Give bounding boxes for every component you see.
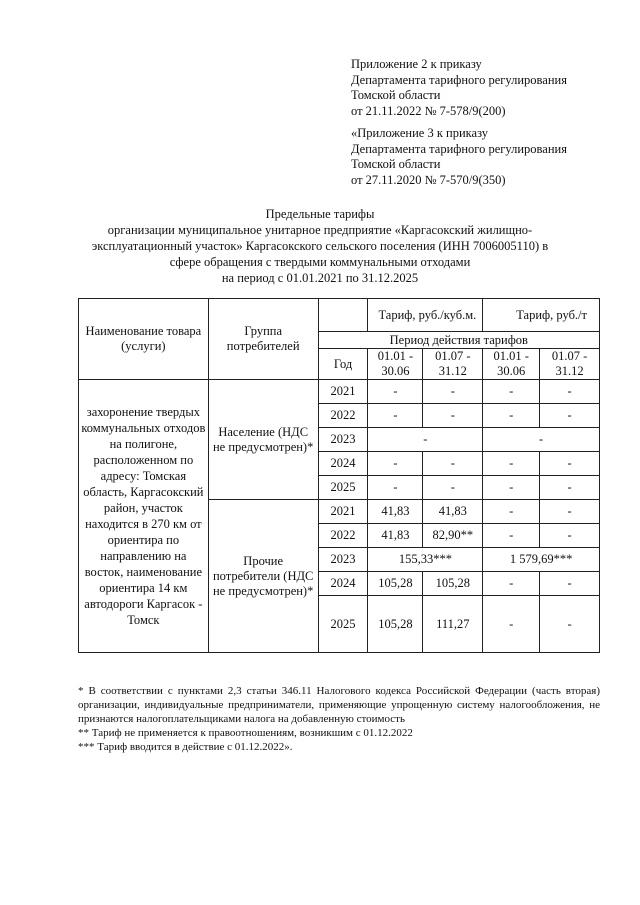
appendix-line: Департамента тарифного регулирования [351,72,567,87]
value-cell: - [368,452,423,476]
value-cell: - [540,524,600,548]
header-empty [318,299,368,332]
product-name: захоронение твердых коммунальных отходов на полигоне, расположенном по адресу: Томская область, Каргасокский район, участок находится в 270 км от ориентира по направлению на восток, наименование ориентира 14 км автодороги Каргасок - Томск [79,380,209,653]
value-cell: - [423,380,483,404]
table-row [79,380,600,404]
value-cell: - [540,404,600,428]
appendix-line: Департамента тарифного регулирования [351,141,567,156]
appendix-line: Томской области [351,157,441,171]
document-title [70,206,570,286]
value-cell: - [540,380,600,404]
year-cell: 2025 [318,476,368,500]
value-cell: - [483,476,540,500]
appendix-current [351,57,567,119]
value-cell: - [368,428,483,452]
value-cell: 155,33*** [368,548,483,572]
header-year: Год [318,349,368,380]
year-cell: 2023 [318,548,368,572]
value-cell: - [540,452,600,476]
appendix-line: «Приложение 3 к приказу [351,126,489,140]
appendix-previous [351,126,567,188]
value-cell: - [368,476,423,500]
footnote: *** Тариф вводится в действие с 01.12.2022». [78,741,293,753]
value-cell: 105,28 [368,596,423,653]
title-line: эксплуатационный участок» Каргасокского сельского поселения (ИНН 7006005110) в [91,239,549,253]
title-line: организации муниципальное унитарное предприятие «Каргасокский жилищно- [107,223,533,237]
header-group: Группа потребителей [208,299,318,380]
appendix-line: от 21.11.2022 № 7-578/9(200) [351,103,506,118]
value-cell: 111,27 [423,596,483,653]
value-cell: 105,28 [368,572,423,596]
value-cell: - [423,452,483,476]
value-cell: - [483,404,540,428]
footnotes [78,684,600,754]
value-cell: - [483,572,540,596]
value-cell: - [540,476,600,500]
header-period: Период действия тарифов [318,332,599,349]
value-cell: - [423,404,483,428]
tariff-table [78,298,600,653]
value-cell: 82,90** [423,524,483,548]
value-cell: 41,83 [368,500,423,524]
year-cell: 2024 [318,452,368,476]
year-cell: 2021 [318,500,368,524]
header-m3-h2: 01.07 - 31.12 [423,349,483,380]
value-cell: - [540,572,600,596]
header-tariff-t: Тариф, руб./т [483,299,600,332]
value-cell: - [368,380,423,404]
group-population: Население (НДС не предусмотрен)* [208,380,318,500]
footnote: * В соответствии с пунктами 2,3 статьи 346.11 Налогового кодекса Российской Федерации (часть вторая) организации, индивидуальные предприниматели, применяющие упрощенную систему налогообложения, не признаются налогоплательщиками налога на добавленную стоимость [78,685,600,725]
value-cell: 1 579,69*** [483,548,600,572]
year-cell: 2024 [318,572,368,596]
value-cell: - [483,380,540,404]
year-cell: 2022 [318,404,368,428]
group-others: Прочие потребители (НДС не предусмотрен)* [208,500,318,653]
header-m3-h1: 01.01 - 30.06 [368,349,423,380]
year-cell: 2025 [318,596,368,653]
appendix-line: Приложение 2 к приказу [351,57,482,71]
value-cell: 41,83 [423,500,483,524]
header-t-h2: 01.07 - 31.12 [540,349,600,380]
year-cell: 2023 [318,428,368,452]
header-row [79,299,600,332]
year-cell: 2022 [318,524,368,548]
title-line: Предельные тарифы [265,207,375,221]
header-t-h1: 01.01 - 30.06 [483,349,540,380]
year-cell: 2021 [318,380,368,404]
value-cell: - [423,476,483,500]
value-cell: - [368,404,423,428]
footnote: ** Тариф не применяется к правоотношениям, возникшим с 01.12.2022 [78,727,413,739]
value-cell: - [483,428,600,452]
value-cell: 41,83 [368,524,423,548]
value-cell: - [483,500,540,524]
header-tariff-m3: Тариф, руб./куб.м. [368,299,483,332]
value-cell: - [540,500,600,524]
appendix-line: от 27.11.2020 № 7-570/9(350) [351,172,506,187]
value-cell: - [483,452,540,476]
appendix-line: Томской области [351,88,441,102]
value-cell: - [483,524,540,548]
title-line: на период с 01.01.2021 по 31.12.2025 [221,271,419,285]
value-cell: - [483,596,540,653]
header-product: Наименование товара (услуги) [79,299,209,380]
value-cell: 105,28 [423,572,483,596]
title-line: сфере обращения с твердыми коммунальными отходами [169,255,471,269]
value-cell: - [540,596,600,653]
